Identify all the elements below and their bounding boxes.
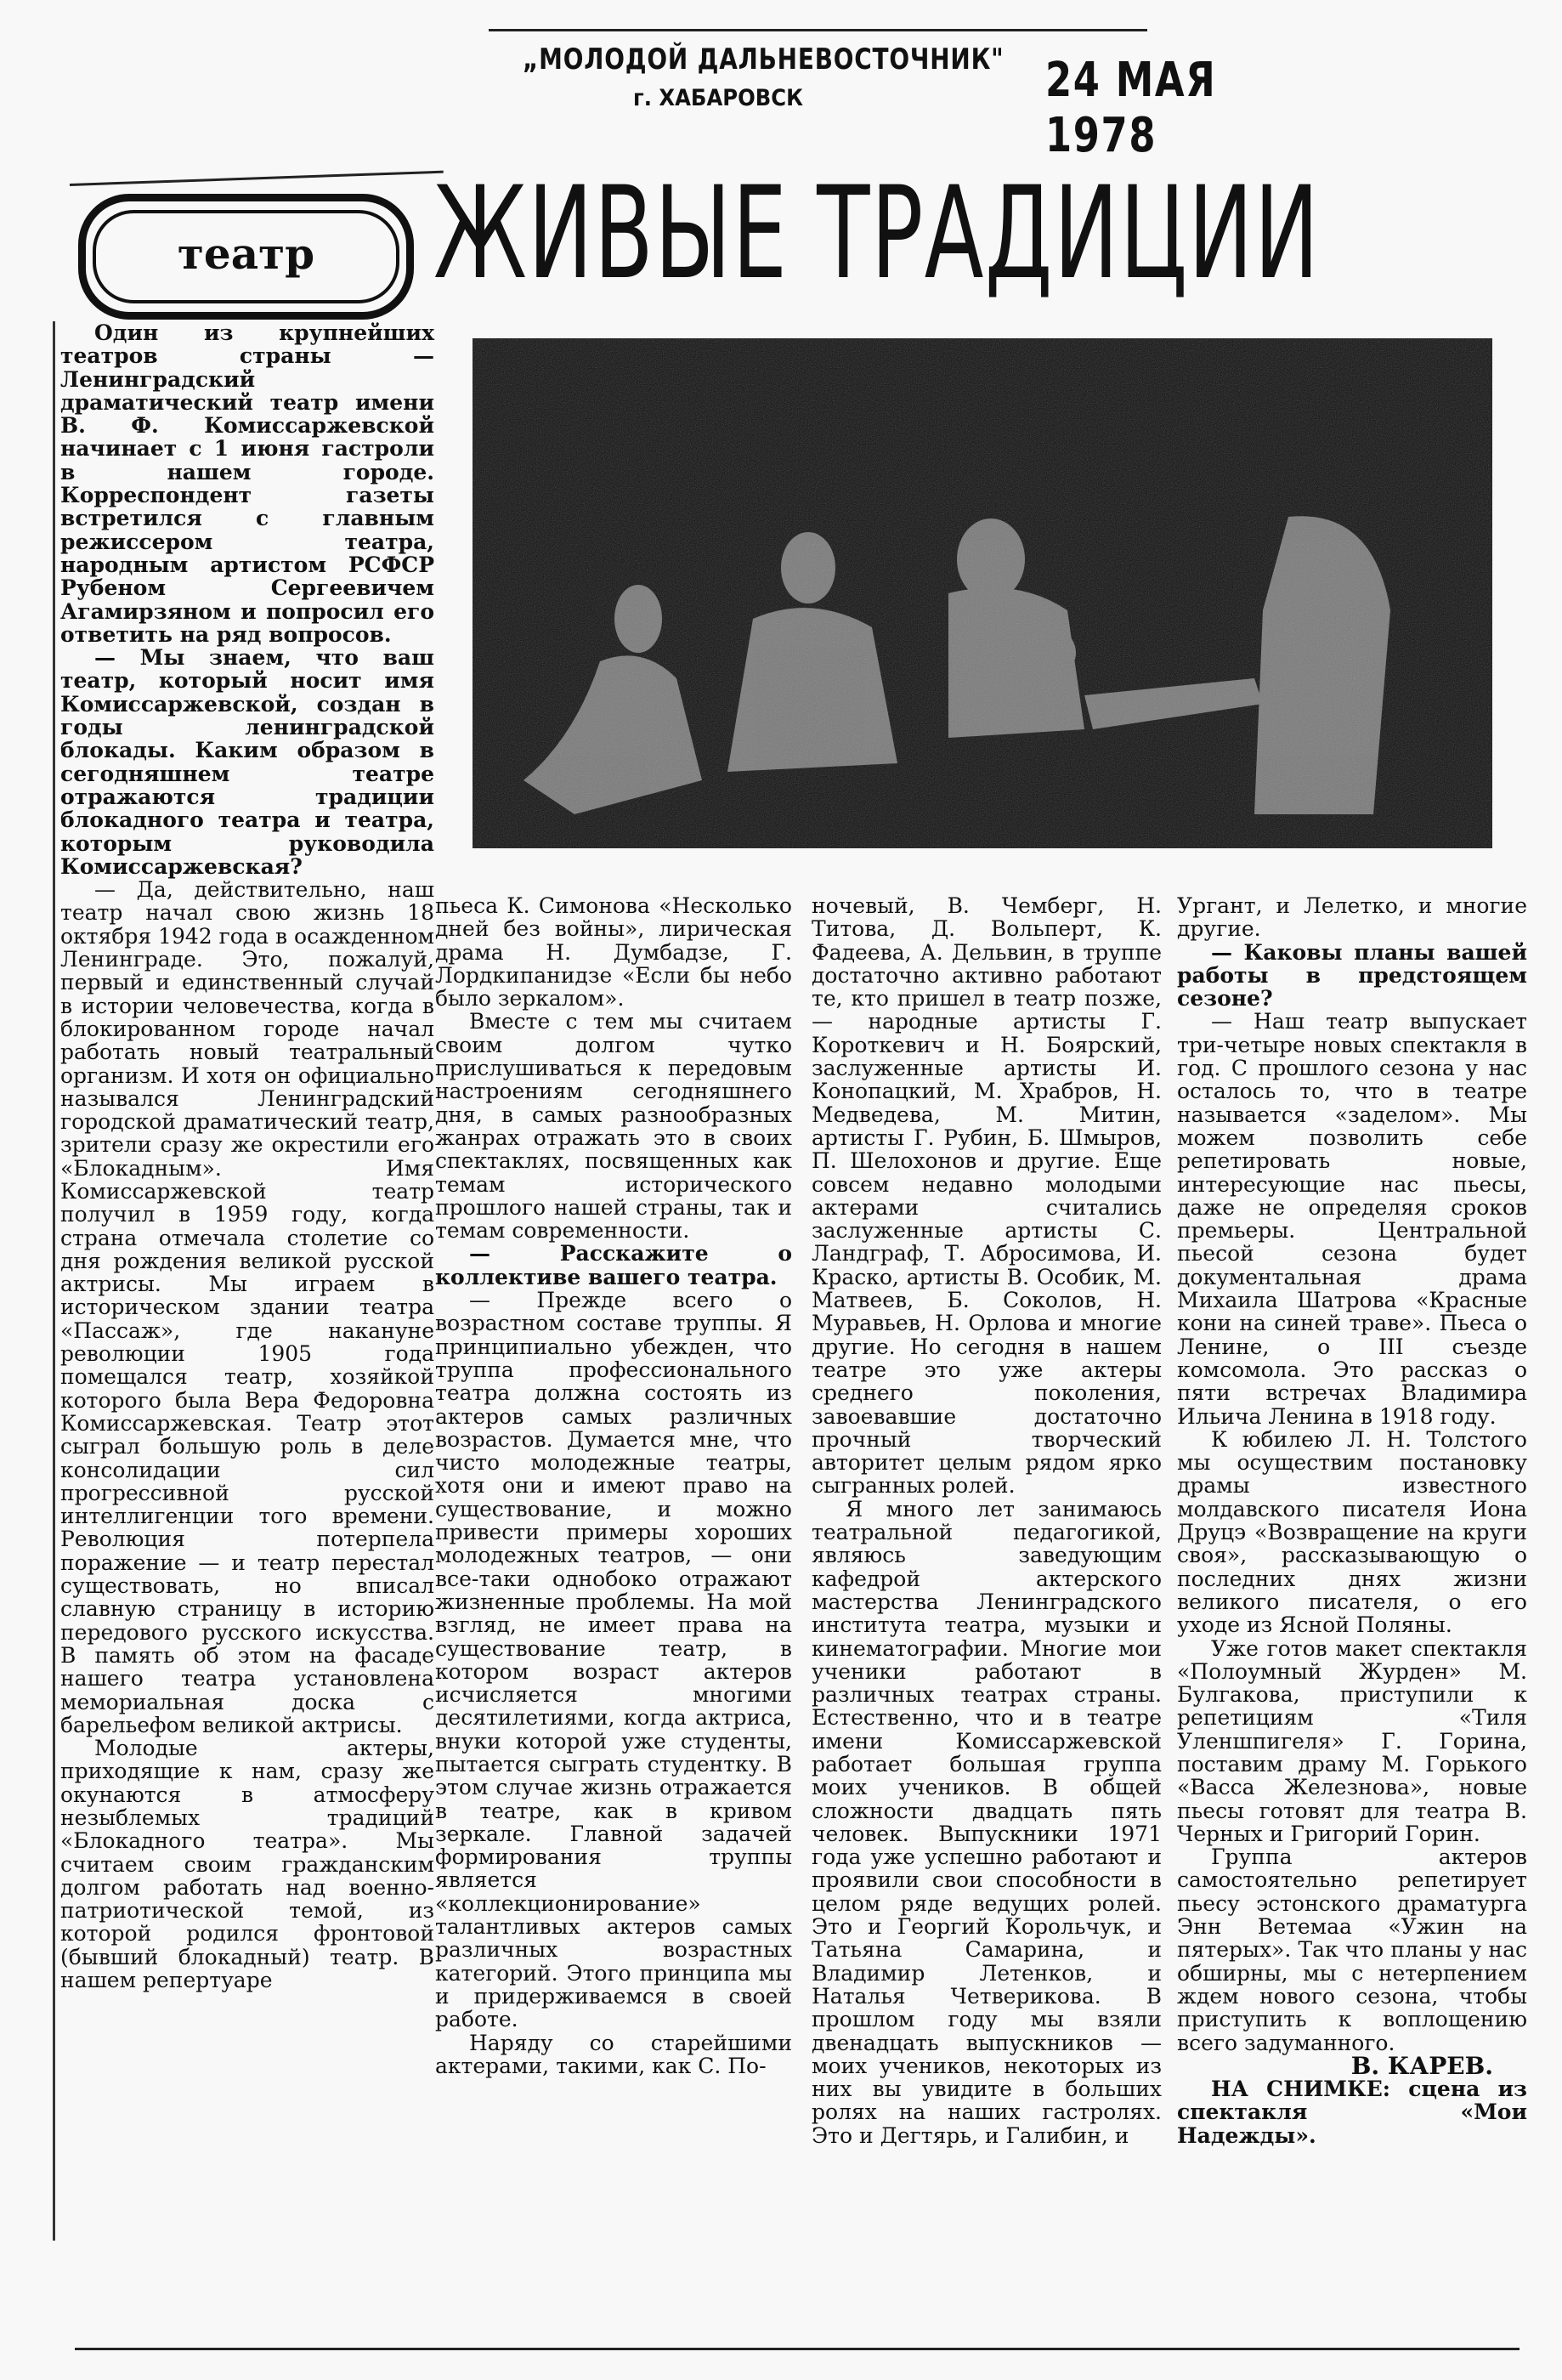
interview-answer: Молодые актеры, приходящие к нам, сразу же окунаются в атмосферу незыблемых традиций «Блокадного театра». Мы считаем своим гражданским долгом работать над военно-патриотической темой, из которой родился фронтовой (бывший блокадный) театр. В нашем репертуаре (60, 1736, 434, 1993)
newspaper-name: „МОЛОДОЙ ДАЛЬНЕВОСТОЧНИК" (523, 42, 1005, 76)
interview-answer: — Прежде всего о возрастном составе труппы. Я принципиально убежден, что труппа профессионального театра должна состоять из актеров самых различных возрастов. Думается мне, что чисто молодежные театры, хотя они и имеют право на существование, и можно привести примеры хороших молодежных театров, — они все-таки однобоко отражают жизненные проблемы. На мой взгляд, не имеет права на существование театр, в котором возраст актеров исчисляется многими десятилетиями, когда актриса, внуки которой уже студенты, пытается сыграть студентку. В этом случае жизнь отражается в театре, как в кривом зеркале. Главной задачей формирования труппы является «коллекционирование» талантливых актеров самых различных возрастных категорий. Этого принципа мы и придерживаемся в своей работе. (435, 1288, 792, 2032)
interview-question: — Расскажите о коллективе вашего театра. (435, 1241, 792, 1289)
article-lead: Один из крупнейших театров страны — Ленинградский драматический театр имени В. Ф. Комиссаржевской начинает с 1 июня гастроли в нашем городе. Корреспондент газеты встретился с главным режиссером театра, народным артистом РСФСР Рубеном Сергеевичем Агамирзяном и попросил его ответить на ряд вопросов. (60, 320, 434, 647)
interview-answer: — Да, действительно, наш театр начал свою жизнь 18 октября 1942 года в осажденном Ленинграде. Это, пожалуй, первый и единственный случай в истории человечества, когда в блокированном городе начал работать новый театральный организм. И хотя он официально назывался Ленинградский городской драматический театр, зрители сразу же окрестили его «Блокадным». Имя Комиссаржевской театр получил в 1959 году, когда страна отмечала столетие со дня рождения великой русской актрисы. Мы играем в историческом здании театра «Пассаж», где накануне революции 1905 года помещался театр, хозяйкой которого была Вера Федоровна Комиссаржевская. Театр этот сыграл большую роль в деле консолидации сил прогрессивной русской интеллигенции того времени. Революция потерпела поражение — и театр перестал существовать, но вписал славную страницу в историю передового русского искусства. В память об этом на фасаде нашего театра установлена мемориальная доска с барельефом великой актрисы. (60, 877, 435, 1737)
photo-caption (1177, 2077, 1527, 2147)
rubric-label: театр (177, 228, 315, 279)
interview-answer: — Наш театр выпускает три-четыре новых спектакля в год. С прошлого сезона у нас осталось то, что в театре называется «заделом». Мы можем позволить себе репетировать новые, интересующие нас пьесы, даже не определяя сроков премьеры. Центральной пьесой сезона будет документальная драма Михаила Шатрова «Красные кони на синей траве». Пьеса о Ленине, о III съезде комсомола. Это рассказ о пяти встречах Владимира Ильича Ленина в 1918 году. (1177, 1009, 1527, 1429)
interview-answer: Группа актеров самостоятельно репетирует пьесу эстонского драматурга Энн Ветемаа «Ужин на пятерых». Так что планы у нас обширны, мы с нетерпением ждем нового сезона, чтобы приступить к воплощению всего задуманного. (1177, 1844, 1527, 2055)
interview-answer: ночевый, В. Чемберг, Н. Титова, Д. Вольперт, К. Фадеева, А. Дельвин, в труппе достаточно активно работают те, кто пришел в театр позже, — народные артисты Г. Короткевич и Н. Боярский, заслуженные артисты И. Конопацкий, М. Храбров, Н. Медведева, М. Митин, артисты Г. Рубин, Б. Шмыров, П. Шелохонов и другие. Еще совсем недавно молодыми актерами считались заслуженные артисты С. Ландграф, Т. Абросимова, И. Краско, артисты В. Особик, М. Матвеев, Б. Соколов, Н. Муравьев, Н. Орлова и многие другие. Но сегодня в нашем театре это уже актеры среднего поколения, завоевавшие достаточно прочный творческий авторитет целым рядом ярко сыгранных ролей. (812, 893, 1162, 1499)
masthead-rule (489, 29, 1147, 31)
stage-photo-icon (473, 338, 1492, 848)
article-column-3 (812, 894, 1162, 2147)
newspaper-city: г. ХАБАРОВСК (633, 85, 803, 111)
photo-caption-text: сцена из спектакля «Мои Надежды». (1177, 2077, 1527, 2148)
issue-date: 24 МАЯ 1978 (1045, 53, 1217, 163)
interview-answer: Я много лет занимаюсь театральной педагогикой, являюсь заведующим кафедрой актерского мастерства Ленинградского института театра, музыки и кинематографии. Многие мои ученики работают в различных театрах страны. Естественно, что и в театре имени Комиссаржевской работает большая группа моих учеников. В общей сложности двадцать пять человек. Выпускники 1971 года уже успешно работают и проявили свои способности в целом ряде ведущих ролей. Это и Георгий Корольчук, и Татьяна Самарина, и Владимир Летенков, и Наталья Четверикова. В прошлом году мы взяли двенадцать выпускников — моих учеников, некоторых из них вы увидите в больших ролях на наших гастролях. Это и Дегтярь, и Галибин, и (812, 1496, 1162, 2148)
article-column-2 (435, 894, 792, 2077)
article-headline: ЖИВЫЕ ТРАДИЦИИ (433, 160, 1321, 308)
interview-answer: Ургант, и Лелетко, и многие другие. (1177, 893, 1527, 942)
author-byline: В. КАРЕВ. (1350, 2051, 1493, 2080)
interview-answer: Вместе с тем мы считаем своим долгом чутко прислушиваться к передовым настроениям сегодняшнего дня, в самых разнообразных жанрах отражать это в своих спектаклях, посвященных как темам исторического прошлого нашей страны, так и темам современности. (435, 1009, 792, 1244)
photo-caption-label: НА СНИМКЕ: (1211, 2077, 1391, 2102)
interview-answer: пьеса К. Симонова «Несколько дней без войны», лирическая драма Н. Думбадзе, Г. Лордкипанидзе «Если бы небо было зеркалом». (435, 893, 792, 1012)
interview-question: — Каковы планы вашей работы в предстоящем сезоне? (1177, 939, 1527, 1012)
rubric-badge (78, 194, 414, 320)
masthead (489, 24, 1330, 163)
rubric-rule (70, 171, 444, 186)
interview-question: — Мы знаем, что ваш театр, который носит имя Комиссаржевской, создан в годы ленинградской блокады. Каким образом в сегодняшнем театре отражаются традиции блокадного театра и театра, которым руководила Комиссаржевская? (60, 645, 434, 879)
stage-photo (473, 338, 1492, 848)
article-column-4 (1177, 894, 1527, 2147)
bottom-rule (75, 2348, 1520, 2350)
interview-answer: Уже готов макет спектакля «Полоумный Журден» М. Булгакова, приступили к репетициям «Тиля Уленшпигеля» Г. Горина, поставим драму М. Горького «Васса Железнова», новые пьесы готовят для театра В. Черных и Григорий Горин. (1177, 1635, 1527, 1846)
interview-answer: К юбилею Л. Н. Толстого мы осуществим постановку драмы известного молдавского писателя Иона Друцэ «Возвращение на круги своя», рассказывающую о последних днях жизни великого писателя, о его уходе из Ясной Поляны. (1177, 1426, 1527, 1638)
interview-answer: Наряду со старейшими актерами, такими, как С. По- (435, 2030, 792, 2078)
article-column-1 (53, 321, 434, 2241)
